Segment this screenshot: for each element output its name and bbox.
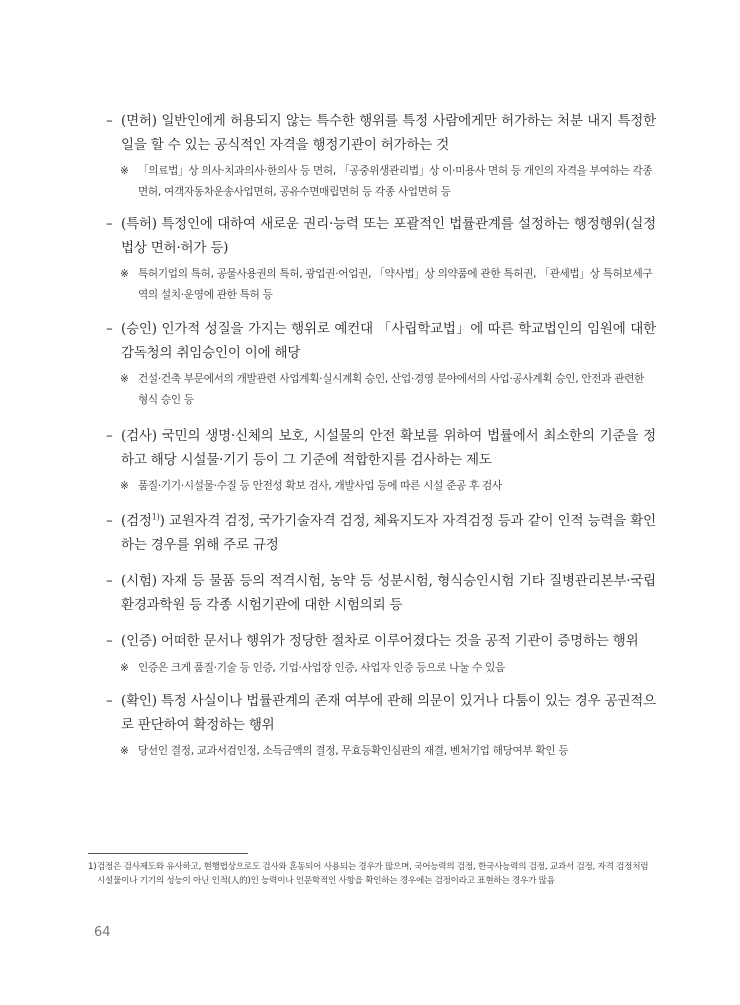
note-text: 당선인 결정, 교과서검인정, 소득금액의 결정, 무효등확인심판의 재결, 벤처기업 해당여부 확인 등 xyxy=(138,745,569,757)
note-mark: ※ xyxy=(120,268,129,280)
list-item xyxy=(106,570,656,617)
list-item xyxy=(106,213,656,305)
note-text: 「의료법」상 의사·치과의사·한의사 등 면허, 「공중위생관리법」상 이·미용사 면허 등 개인의 자격을 부여하는 각종 면허, 여객자동차운송사업면허, 공유수면매립면허 등 각종 사업면허 등 xyxy=(138,165,653,198)
note-text: 특허기업의 특허, 공물사용권의 특허, 광업권·어업권, 「약사법」상 의약품에 관한 특허권, 「관세법」상 특허보세구역의 설치·운영에 관한 특허 등 xyxy=(138,268,653,301)
item-text: ) 교원자격 검정, 국가기술자격 검정, 체육지도자 자격검정 등과 같이 인적 능력을 확인하는 경우를 위해 주로 규정 xyxy=(121,513,656,553)
footnote xyxy=(88,860,658,888)
item-note xyxy=(120,658,656,679)
item-text: (면허) 일반인에게 허용되지 않는 특수한 행위를 특정 사람에게만 허가하는 처분 내지 특정한 일을 할 수 있는 공식적인 자격을 행정기관이 허가하는 것 xyxy=(121,113,656,153)
item-text-block xyxy=(106,630,656,654)
item-text-block xyxy=(106,318,656,365)
item-text: (확인) 특정 사실이나 법률관계의 존재 여부에 관해 의문이 있거나 다툼이 있는 경우 공권적으로 판단하여 확정하는 행위 xyxy=(121,693,656,733)
list-item xyxy=(106,690,656,762)
note-text: 인증은 크게 품질·기술 등 인증, 기업·사업장 인증, 사업자 인증 등으로 나눌 수 있음 xyxy=(138,661,505,674)
item-note xyxy=(120,161,656,202)
list-item xyxy=(106,318,656,410)
item-note xyxy=(120,264,656,305)
note-mark: ※ xyxy=(120,661,129,674)
item-note xyxy=(120,741,656,762)
note-mark: ※ xyxy=(120,165,129,177)
note-mark: ※ xyxy=(120,373,129,385)
item-text: (특허) 특정인에 대하여 새로운 권리·능력 또는 포괄적인 법률관계를 설정하는 행정행위(실정법상 면허·허가 등) xyxy=(121,216,656,256)
footnote-number: 1) xyxy=(88,862,97,872)
item-note xyxy=(120,476,656,497)
dash-bullet: – xyxy=(106,513,113,529)
list-item xyxy=(106,425,656,497)
footnote-ref[interactable]: 1) xyxy=(151,512,160,522)
item-text-block xyxy=(106,690,656,737)
item-note xyxy=(120,369,656,410)
footnote-divider xyxy=(88,853,248,854)
dash-bullet: – xyxy=(106,428,113,444)
dash-bullet: – xyxy=(106,321,113,337)
item-text-block xyxy=(106,110,656,157)
item-text: (승인) 인가적 성질을 가지는 행위로 예컨대 「사립학교법」에 따른 학교법인의 임원에 대한 감독청의 취임승인이 이에 해당 xyxy=(121,321,656,361)
item-text: (검사) 국민의 생명·신체의 보호, 시설물의 안전 확보를 위하여 법률에서 최소한의 기준을 정하고 해당 시설물·기기 등이 그 기준에 적합한지를 검사하는 제도 xyxy=(121,428,656,468)
dash-bullet: – xyxy=(106,113,113,129)
item-text: (인증) 어떠한 문서나 행위가 정당한 절차로 이루어졌다는 것을 공적 기관이 증명하는 행위 xyxy=(121,633,639,649)
item-text-block xyxy=(106,570,656,617)
dash-bullet: – xyxy=(106,693,113,709)
note-mark: ※ xyxy=(120,480,129,492)
note-text: 건설·건축 부문에서의 개발관련 사업계획·실시계획 승인, 산업·경영 분야에서의 사업·공사계획 승인, 안전과 관련한 형식 승인 등 xyxy=(138,373,645,406)
note-text: 품질·기기·시설물·수질 등 안전성 확보 검사, 개발사업 등에 따른 시설 준공 후 검사 xyxy=(138,480,502,492)
item-text: (시험) 자재 등 물품 등의 적격시험, 농약 등 성분시험, 형식승인시험 기타 질병관리본부·국립환경과학원 등 각종 시험기관에 대한 시험의뢰 등 xyxy=(121,573,656,613)
list-item xyxy=(106,110,656,202)
footnote-text: 검정은 검사제도와 유사하고, 현행법상으로도 검사와 혼동되어 사용되는 경우가 많으며, 국어능력의 검정, 한국사능력의 검정, 교과서 검정, 자격 검정처럼 시설물이나 기기의 성능이 아닌 인적(人的)인 능력이나 인문학적인 사항을 확인하는 경우에는 검정이라고 표현하는 경우가 많음 xyxy=(97,862,649,886)
list-item xyxy=(106,510,656,557)
item-text-block xyxy=(106,510,656,557)
dash-bullet: – xyxy=(106,573,113,589)
dash-bullet: – xyxy=(106,216,113,232)
item-text-block xyxy=(106,213,656,260)
item-text-prefix: (검정 xyxy=(121,513,152,529)
list-item xyxy=(106,630,656,678)
note-mark: ※ xyxy=(120,745,129,757)
item-text-block xyxy=(106,425,656,472)
page-number: 64 xyxy=(94,925,111,940)
dash-bullet: – xyxy=(106,633,113,649)
